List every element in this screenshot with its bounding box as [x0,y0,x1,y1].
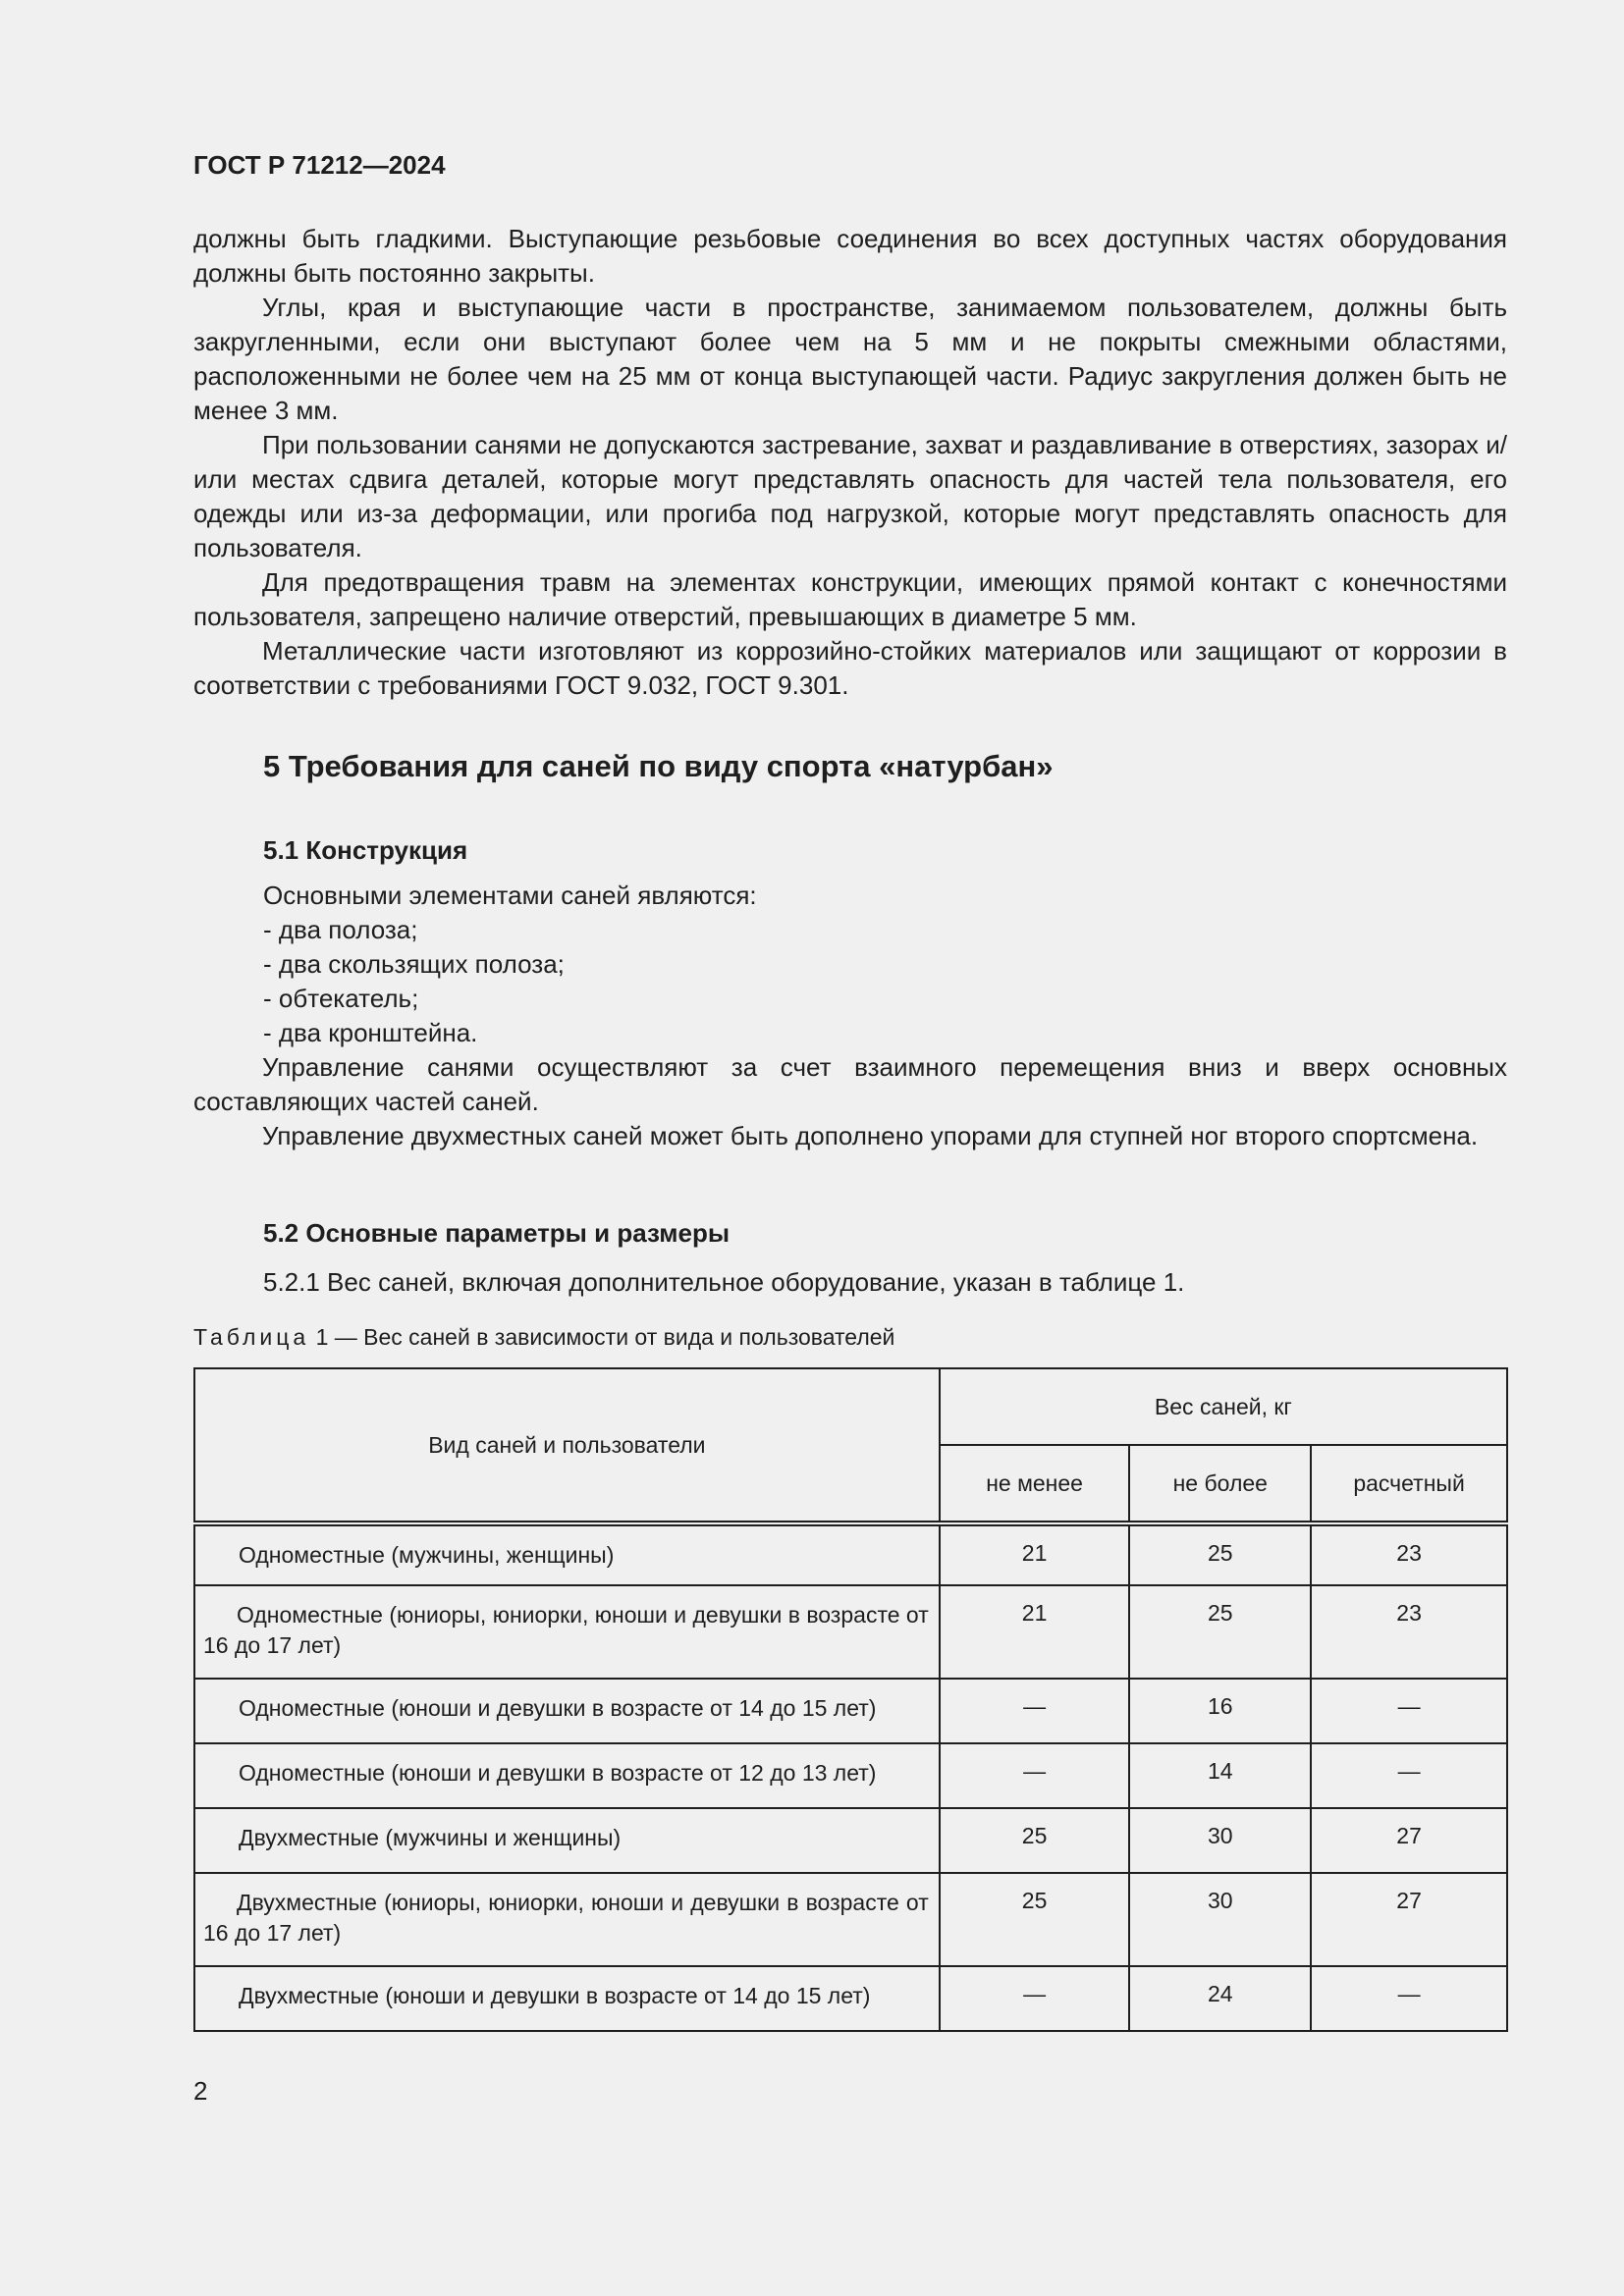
table-row [194,1873,1507,1966]
column-header-min: не менее [940,1445,1130,1523]
cell-max: 25 [1129,1523,1311,1585]
cell-min: 21 [940,1523,1130,1585]
paragraph: должны быть гладкими. Выступающие резьбовые соединения во всех доступных частях оборудования должны быть постоянно закрыты. [193,224,1507,288]
cell-min: — [940,1743,1130,1808]
table-row [194,1679,1507,1743]
cell-calc: 23 [1311,1523,1507,1585]
cell-calc: — [1311,1743,1507,1808]
cell-min: — [940,1966,1130,2031]
paragraph: Для предотвращения травм на элементах конструкции, имеющих прямой контакт с конечностями пользователя, запрещено наличие отверстий, превышающих в диаметре 5 мм. [193,567,1507,631]
weight-table [193,1367,1508,2032]
paragraph: Металлические части изготовляют из коррозийно-стойких материалов или защищают от коррозии в соответствии с требованиями ГОСТ 9.032, ГОСТ 9.301. [193,636,1507,700]
cell-calc: 23 [1311,1585,1507,1679]
column-header-type: Вид саней и пользователи [194,1368,940,1523]
cell-calc: 27 [1311,1873,1507,1966]
cell-min: 25 [940,1873,1130,1966]
table-caption-label: Таблица [193,1324,310,1350]
table-row [194,1808,1507,1873]
clause-text: 5.2.1 Вес саней, включая дополнительное оборудование, указан в таблице 1. [263,1267,1185,1297]
paragraph: Управление санями осуществляют за счет взаимного перемещения вниз и вверх основных составляющих частей саней. [193,1052,1507,1116]
column-header-max: не более [1129,1445,1311,1523]
subsection-heading: 5.2 Основные параметры и размеры [263,1218,731,1248]
cell-max: 14 [1129,1743,1311,1808]
row-name: Одноместные (мужчины, женщины) [194,1523,940,1585]
table-caption-title: 1 — Вес саней в зависимости от вида и пользователей [309,1324,895,1350]
cell-calc: 27 [1311,1808,1507,1873]
cell-max: 30 [1129,1808,1311,1873]
table-caption [193,1321,894,1353]
list-item: - обтекатель; [263,984,419,1013]
document-id: ГОСТ Р 71212—2024 [193,150,446,180]
row-name: Двухместные (мужчины и женщины) [194,1808,940,1873]
list-item: - два кронштейна. [263,1018,478,1047]
list-item: - два полоза; [263,915,418,944]
subsection-heading: 5.1 Конструкция [263,835,468,865]
table-row [194,1966,1507,2031]
cell-min: — [940,1679,1130,1743]
list-item: - два скользящих полоза; [263,949,565,979]
row-name: Двухместные (юноши и девушки в возрасте от 14 до 15 лет) [194,1966,940,2031]
row-name: Двухместные (юниоры, юниорки, юноши и девушки в возрасте от 16 до 17 лет) [194,1873,940,1966]
table-row [194,1523,1507,1585]
row-name: Одноместные (юниоры, юниорки, юноши и девушки в возрасте от 16 до 17 лет) [194,1585,940,1679]
column-group-header: Вес саней, кг [940,1368,1507,1445]
cell-max: 16 [1129,1679,1311,1743]
cell-max: 25 [1129,1585,1311,1679]
table-row [194,1743,1507,1808]
cell-min: 21 [940,1585,1130,1679]
section-heading: 5 Требования для саней по виду спорта «натурбан» [263,749,1054,783]
cell-max: 30 [1129,1873,1311,1966]
construction-section [193,879,1507,1153]
page-number: 2 [193,2076,208,2106]
cell-calc: — [1311,1966,1507,2031]
paragraph: Углы, края и выступающие части в пространстве, занимаемом пользователем, должны быть закругленными, если они выступают более чем на 5 мм и не покрыты смежными областями, расположенными не более чем на 25 мм от конца выступающей части. Радиус закругления должен быть не менее 3 мм. [193,293,1507,425]
cell-calc: — [1311,1679,1507,1743]
column-header-calc: расчетный [1311,1445,1507,1523]
intro-text [193,222,1507,703]
table-row [194,1585,1507,1679]
cell-min: 25 [940,1808,1130,1873]
row-name: Одноместные (юноши и девушки в возрасте от 14 до 15 лет) [194,1679,940,1743]
paragraph: При пользовании санями не допускаются застревание, захват и раздавливание в отверстиях, зазорах и/или местах сдвига деталей, которые могут представлять опасность для частей тела пользователя, его одежды или из-за деформации, или прогиба под нагрузкой, которые могут представлять опасность для пользователя. [193,430,1507,562]
list-lead: Основными элементами саней являются: [263,881,757,910]
cell-max: 24 [1129,1966,1311,2031]
row-name: Одноместные (юноши и девушки в возрасте от 12 до 13 лет) [194,1743,940,1808]
paragraph: Управление двухместных саней может быть дополнено упорами для ступней ног второго спортсмена. [262,1121,1479,1150]
